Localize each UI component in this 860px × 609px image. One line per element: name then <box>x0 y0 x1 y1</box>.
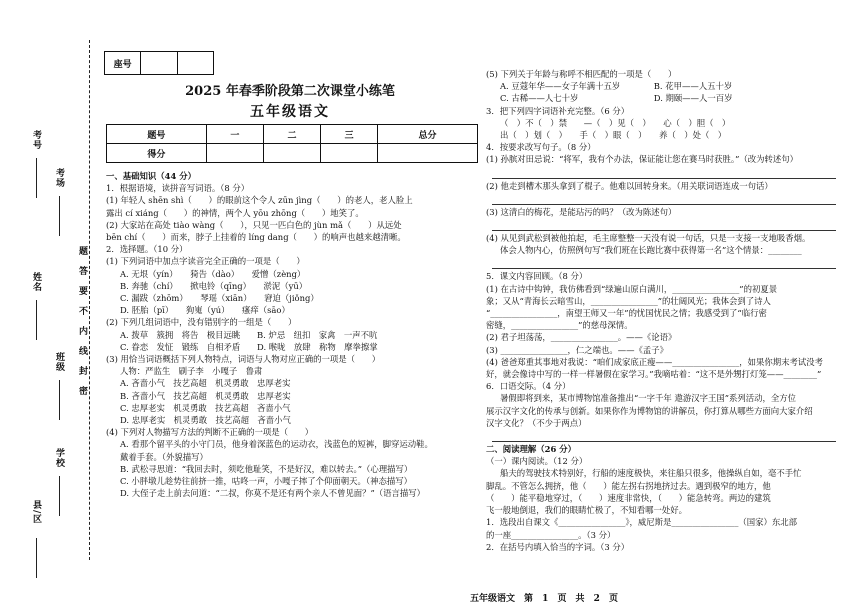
question-text: 4．按要求改写句子。（8 分） <box>486 142 596 153</box>
answer-line[interactable] <box>492 167 836 179</box>
question-text: (2) 君子坦荡荡，________________。——《论语》 <box>486 332 677 343</box>
county-label: 县/区 <box>31 500 41 525</box>
question-text: 好，就会像诗中写的一样一样暑假在家学习。”我嘀咕着：“这不是外甥打灯笼——________” <box>486 369 822 380</box>
score-cell[interactable] <box>378 144 478 163</box>
question-text: (5) 下列关于年龄与称呼不相匹配的一项是（ ） <box>486 69 677 79</box>
score-cell[interactable] <box>321 144 378 163</box>
answer-line[interactable] <box>492 219 836 231</box>
question-text: 脚乱。不管怎么拥挤，他（ ）能左拐右拐地挤过去。遇到极窄的地方，他 <box>486 480 771 491</box>
seal-char: 要 <box>79 287 89 297</box>
question-text: （ ）能平稳地穿过，（ ）速度非常快，（ ）能急转弯。两边的建筑 <box>486 492 771 503</box>
seal-char: 不 <box>79 307 89 317</box>
question-text: (3) 用恰当词语概括下列人物特点，词语与人物对应正确的一项是（ ） <box>106 354 381 365</box>
name-line <box>36 300 37 340</box>
seal-char: 线 <box>79 347 89 357</box>
class-label: 班级 <box>54 352 64 372</box>
question-text: 1．根据语境，读拼音写词语。（8 分） <box>106 183 250 194</box>
question-text: A. 豆蔻年华——女子年满十五岁 B. 花甲——人五十岁 <box>500 81 733 92</box>
score-header-cell: 总分 <box>378 125 478 144</box>
question-text: （ ）不（ ）禁 —（ ）见（ ） 心（ ）胆（ ） <box>500 117 731 128</box>
seal-char: 封 <box>79 367 89 377</box>
seat-number-box <box>104 51 214 75</box>
question-text: 出（ ）划（ ） 手（ ）眼（ ） 养（ ）处（ ） <box>500 130 727 141</box>
question-text: (4) 爸爸郑重其事地对我说：“咱们成家底正瘦——________________，如果你期末考试没考 <box>486 356 824 367</box>
question-text: 船夫的驾驶技术特别好，行船的速度极快，来往船只很多，他操纵自如，毫不手忙 <box>500 468 802 479</box>
question-text: C. 漏跋（zhōm） 琴瑶（xiān） 窘迫（jiǒng） <box>120 293 319 304</box>
question-text: (2) 大家站在高处 tiào wàng（ ），只见一匹白色的 jùn mǎ（ ）从远处 <box>106 219 402 230</box>
seal-char: 答 <box>79 267 89 277</box>
question-text: C. 小胖墩儿趁势往前挤一推，咕咚一声，小嘎子摔了个仰面朝天。（神态描写） <box>120 476 412 487</box>
answer-line[interactable] <box>492 257 836 269</box>
question-text: C. 眷恋 发怔 锻练 自相矛盾 D. 喉咙 放肆 称物 摩拳擦掌 <box>120 341 378 352</box>
name-label: 姓名 <box>31 272 41 292</box>
question-text: 3．把下列四字词语补充完整。（6 分） <box>486 105 630 116</box>
question-text: 人物：严监生 刷子李 小嘎子 鲁肃 <box>120 366 263 377</box>
score-header-cell: 一 <box>206 125 263 144</box>
school-label: 学校 <box>54 448 64 468</box>
question-text: A. 拨草 簇拥 将告 极目远眺 B. 炉忌 纽扣 家禽 一声不吭 <box>120 329 378 340</box>
score-row-label: 得分 <box>107 144 207 163</box>
question-text: 飞一般地倒退，我们的眼睛忙极了，不知看哪一处好。 <box>486 505 687 516</box>
question-text: 展示汉字文化的传承与创新。如果你作为博物馆的讲解员，你打算从哪些方面向大家介绍 <box>486 405 813 416</box>
answer-line[interactable] <box>492 430 836 442</box>
question-text: 6．口语交际。（4 分） <box>486 381 571 392</box>
question-text: (1) 下列词语中加点字读音完全正确的一项是（ ） <box>106 256 305 267</box>
seal-char: 题 <box>79 247 89 257</box>
score-cell[interactable] <box>263 144 320 163</box>
question-text: （一）课内阅读。（12 分） <box>486 456 588 467</box>
question-text: (1) 年轻人 shēn shì（ ）的眼前这个令人 zūn jìng（ ）的老人，老人脸上 <box>106 195 413 206</box>
question-text: B. 吝啬小气 技艺高超 机灵勇敢 忠厚老实 <box>120 390 291 401</box>
question-text: 密缝，________________”的慈母深情。 <box>486 320 633 331</box>
school-line <box>59 476 60 516</box>
question-text: (3) ________________，仁之端也。——《孟子》 <box>486 344 669 355</box>
question-text: 一、基础知识（44 分） <box>106 171 196 181</box>
question-text: C. 忠厚老实 机灵勇敢 技艺高超 吝啬小气 <box>120 402 291 413</box>
score-header-cell: 题号 <box>107 125 207 144</box>
seat-label: 座号 <box>105 52 141 74</box>
question-text: 5．课文内容回顾。（8 分） <box>486 271 588 282</box>
question-text: B. 奔驰（chí） 掀电铃（qīng） 淤泥（yū） <box>120 280 308 291</box>
score-header-cell: 二 <box>263 125 320 144</box>
question-text: A. 无垠（yín） 猗告（dào） 爱憎（zèng） <box>120 268 306 279</box>
question-text: A. 吝啬小气 技艺高超 机灵勇敢 忠厚老实 <box>120 378 291 389</box>
question-text: (4) 从见到武松到被他拍起，毛主席整整一天没有说一句话，只是一支接一支地吸香烟。 <box>486 233 811 244</box>
question-text: 体会人物内心，仿照例句写“我们班在长跑比赛中获得第一名”这个情景：________ <box>500 245 802 256</box>
page-title: 2025 年春季阶段第二次课堂小练笔 <box>185 84 395 99</box>
score-table-score-row <box>107 144 478 163</box>
question-text: 2．在括号内填入恰当的字词。（3 分） <box>486 541 630 552</box>
question-text: (2) 他走到槽木那头拿到了棍子。他难以回转身来。（用关联词语连成一句话） <box>486 180 773 191</box>
score-table <box>106 124 478 163</box>
exam-no-line <box>36 158 37 198</box>
question-text: 1．选段出自课文《________________》，威尼斯是________________（国家）东北部 <box>486 517 798 528</box>
question-text: 2．选择题。（10 分） <box>106 244 188 255</box>
county-line <box>36 538 37 578</box>
score-header-cell: 三 <box>321 125 378 144</box>
binding-strip <box>0 0 100 609</box>
question-text: 象；又从“青海长云暗雪山，________________”的壮阔风光；我体会到了诗人 <box>486 295 771 306</box>
seat-cell[interactable] <box>141 52 177 74</box>
seal-dashed-line <box>89 40 90 560</box>
question-text: C. 古稀——人七十岁 D. 期颐——人一百岁 <box>500 93 733 104</box>
question-text: 露出 cí xiáng（ ）的神情，两个人 yōu zhōng（ ）地笑了。 <box>106 207 364 218</box>
question-text: B. 武松寻思道：“我回去时，须吃他耻笑，不是好汉，难以转去。”（心理描写） <box>120 463 413 474</box>
exam-room-label: 考场 <box>54 168 64 188</box>
question-text: D. 忠厚老实 机灵勇敢 技艺高超 吝啬小气 <box>120 415 291 426</box>
question-text: (1) 孙膑对田忌说：“将军，我有个办法，保证能让您在赛马时获胜。”（改为转述句） <box>486 154 799 165</box>
question-text: 的一座________________。（3 分） <box>486 529 616 540</box>
question-text: D. 大侄子走上前去问道：“二叔，你莫不是还有两个亲人不曾见面？”（语言描写） <box>120 488 426 499</box>
question-text: D. 胚胎（pī） 狗嵬（yú） 瘙痒（sāo） <box>120 305 290 316</box>
question-text: bēn chí（ ）而来，脖子上挂着的 líng dang（ ）的响声也越来越清晰。 <box>106 232 406 243</box>
score-table-header-row <box>107 125 478 144</box>
question-text: “________________，南望王师又一年”的忧国忧民之情；我感受到了“临行密 <box>486 308 767 319</box>
right-column <box>486 68 836 553</box>
score-cell[interactable] <box>206 144 263 163</box>
question-text: A. 看那个留平头的小守门员，他身着深蓝色的运动衣，浅蓝色的短裤，脚穿运动鞋。 <box>120 439 433 450</box>
answer-line[interactable] <box>492 193 836 205</box>
class-line <box>59 380 60 420</box>
question-text: (1) 在古诗中钩钟，我仿佛看到“绿遍山原白满川，________________”的初夏景 <box>486 283 778 294</box>
page-footer: 五年级语文 第 1 页 共 2 页 <box>470 594 619 604</box>
question-text: (4) 下列对人物描写方法的判断不正确的一项是（ ） <box>106 427 314 438</box>
question-text: 戴着手套。（外貌描写） <box>120 451 208 462</box>
question-text: 二、阅读理解（26 分） <box>486 444 576 455</box>
seal-char: 密 <box>79 387 89 397</box>
question-text: (2) 下列几组词语中，没有错别字的一组是（ ） <box>106 317 297 328</box>
seal-char: 内 <box>79 327 89 337</box>
question-text: (3) 这清白的梅花，是能玷污的吗？（改为陈述句） <box>486 206 677 217</box>
seat-cell[interactable] <box>178 52 213 74</box>
question-text: 暑假即将到来，某市博物馆准备推出“一字千年 遨游汉字王国”系列活动，全方位 <box>500 393 796 404</box>
exam-no-label: 考号 <box>31 130 41 150</box>
left-column <box>106 170 478 499</box>
question-text: 汉字文化？（不少于两点） <box>486 417 587 428</box>
exam-room-line <box>59 196 60 236</box>
page-subtitle: 五年级语文 <box>250 104 330 120</box>
